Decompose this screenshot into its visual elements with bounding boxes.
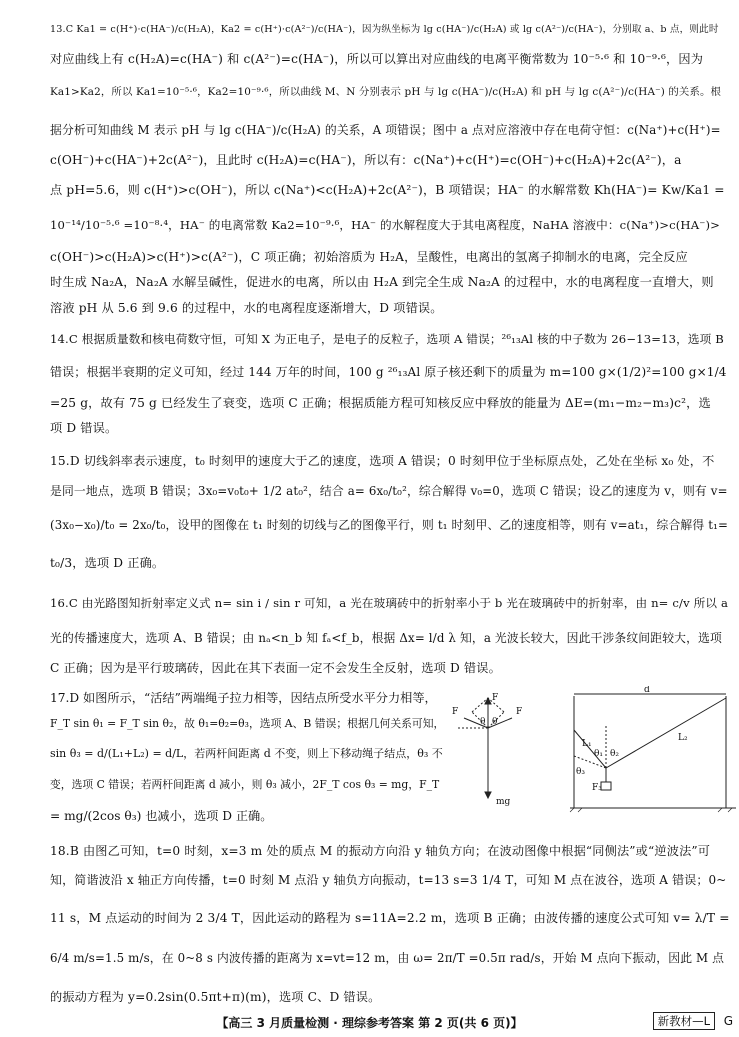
answer-line: Ka1>Ka2，所以 Ka1=10⁻⁵·⁶，Ka2=10⁻⁹·⁶，所以曲线 M、N 分别表示 pH 与 lg c(HA⁻)/c(H₂A) 和 pH 与 lg c(A²⁻)/c(HA⁻) 的关系。根 (50, 86, 722, 98)
answer-line: 18.B 由图乙可知，t=0 时刻，x=3 m 处的质点 M 的振动方向沿 y 轴负方向；在波动图像中根据“同侧法”或“逆波法”可 (50, 844, 711, 858)
answer-line: 是同一地点，选项 B 错误；3x₀=v₀t₀+ 1/2 at₀²，结合 a= 6x₀/t₀²，综合解得 v₀=0，选项 C 错误；设乙的速度为 v，则有 v= (50, 484, 728, 498)
label-mg: mg (496, 797, 511, 807)
footer-title: 【高三 3 月质量检测 · 理综参考答案 第 2 页(共 6 页)】 (216, 1016, 523, 1030)
answer-17-line: 变，选项 C 错误；若两杆间距离 d 减小，则 θ₃ 减小，2F_T cos θ₃ = mg，F_T (50, 778, 440, 791)
label-theta-left: θ (480, 717, 486, 727)
label-theta2: θ₂ (610, 749, 620, 759)
footer-edition-tag: 新教材—L (653, 1012, 715, 1030)
answer-line: 点 pH=5.6，则 c(H⁺)>c(OH⁻)，所以 c(Na⁺)<c(H₂A)+2c(A²⁻)，B 项错误；HA⁻ 的水解常数 Kh(HA⁻)= Kw/Ka1 = (50, 183, 725, 197)
answer-line: 6/4 m/s=1.5 m/s，在 0~8 s 内波传播的距离为 x=vt=12 m，由 ω= 2π/T =0.5π rad/s，开始 M 点向下振动，因此 M 点 (50, 951, 725, 965)
force-diagram (448, 688, 556, 810)
answer-line: 错误；根据半衰期的定义可知，经过 144 万年的时间，100 g ²⁶₁₃Al 原子核还剩下的质量为 m=100 g×(1/2)²=100 g×1/4 (50, 365, 727, 379)
label-theta-right: θ (492, 717, 498, 727)
label-f-top: F (492, 693, 499, 703)
answer-line: 光的传播速度大，选项 A、B 错误；由 nₐ<n_b 知 fₐ<f_b，根据 Δx= l/d λ 知，a 光波长较大，因此干涉条纹间距较大，选项 (50, 631, 722, 645)
label-l1: L₁ (582, 739, 592, 749)
label-f-right: F (516, 707, 523, 717)
label-l2: L₂ (678, 733, 688, 743)
answer-17-line: = mg/(2cos θ₃) 也减小，选项 D 正确。 (50, 809, 273, 823)
answer-line: =25 g，故有 75 g 已经发生了衰变，选项 C 正确；根据质能方程可知核反应中释放的能量为 ΔE=(m₁−m₂−m₃)c²，选 (50, 396, 711, 410)
rope-pole-diagram (568, 686, 739, 814)
page-footer (0, 1014, 739, 1032)
answer-line: 时生成 Na₂A，Na₂A 水解呈碱性，促进水的电离，所以由 H₂A 到完全生成 Na₂A 的过程中，水的电离程度一直增大，则 (50, 275, 714, 289)
answer-line: c(OH⁻)+c(HA⁻)+2c(A²⁻)，且此时 c(H₂A)=c(HA⁻)，所以有：c(Na⁺)+c(H⁺)=c(OH⁻)+c(H₂A)+2c(A²⁻)，a (50, 153, 682, 167)
label-d: d (644, 686, 650, 695)
answer-17-line: F_T sin θ₁ = F_T sin θ₂，故 θ₁=θ₂=θ₃，选项 A、B 错误；根据几何关系可知， (50, 717, 445, 730)
answer-line: 项 D 错误。 (50, 421, 118, 435)
answer-line: 溶液 pH 从 5.6 到 9.6 的过程中，水的电离程度逐渐增大，D 项错误。 (50, 301, 443, 315)
answer-line: 13.C Ka1 = c(H⁺)·c(HA⁻)/c(H₂A)，Ka2 = c(H⁺)·c(A²⁻)/c(HA⁻)，因为纵坐标为 lg c(HA⁻)/c(H₂A) 或 lg c(A²⁻)/c(HA⁻)，分别取 a、b 点，则此时 (50, 24, 719, 35)
answer-line: 的振动方程为 y=0.2sin(0.5πt+π)(m)，选项 C、D 错误。 (50, 990, 381, 1004)
answer-line: (3x₀−x₀)/t₀ = 2x₀/t₀，设甲的图像在 t₁ 时刻的切线与乙的图像平行，则 t₁ 时刻甲、乙的速度相等，则有 v=at₁，综合解得 t₁= (50, 518, 728, 532)
answer-line: c(OH⁻)>c(H₂A)>c(H⁺)>c(A²⁻)，C 项正确；初始溶质为 H₂A，呈酸性，电离出的氢离子抑制水的电离，完全反应 (50, 250, 688, 264)
answer-17-line: sin θ₃ = d/(L₁+L₂) = d/L，若两杆间距离 d 不变，则上下移动绳子结点，θ₃ 不 (50, 747, 443, 760)
answer-17-line: 17.D 如图所示，“活结”两端绳子拉力相等，因结点所受水平分力相等， (50, 691, 437, 705)
answer-line: C 正确；因为是平行玻璃砖，因此在其下表面一定不会发生全反射，选项 D 错误。 (50, 661, 501, 675)
answer-line: 14.C 根据质量数和核电荷数守恒，可知 X 为正电子，是电子的反粒子，选项 A 错误；²⁶₁₃Al 核的中子数为 26−13=13，选项 B (50, 332, 724, 346)
answer-line: 10⁻¹⁴/10⁻⁵·⁶ =10⁻⁸·⁴，HA⁻ 的电离常数 Ka2=10⁻⁹·⁶，HA⁻ 的水解程度大于其电离程度，NaHA 溶液中：c(Na⁺)>c(HA⁻)> (50, 218, 721, 232)
answer-line: 据分析可知曲线 M 表示 pH 与 lg c(HA⁻)/c(H₂A) 的关系，A 项错误；图中 a 点对应溶液中存在电荷守恒：c(Na⁺)+c(H⁺)= (50, 123, 721, 137)
label-theta3: θ₃ (576, 767, 586, 777)
answer-line: 15.D 切线斜率表示速度，t₀ 时刻甲的速度大于乙的速度，选项 A 错误；0 时刻甲位于坐标原点处，乙处在坐标 x₀ 处，不 (50, 454, 715, 468)
answer-line: t₀/3，选项 D 正确。 (50, 556, 165, 570)
label-f-left: F (452, 707, 459, 717)
answer-line: 16.C 由光路图知折射率定义式 n= sin i / sin r 可知，a 光在玻璃砖中的折射率小于 b 光在玻璃砖中的折射率，由 n= c/v 所以 a (50, 596, 729, 610)
footer-suffix: G (723, 1014, 733, 1028)
label-f3: F₃ (592, 783, 602, 793)
answer-line: 知，简谐波沿 x 轴正方向传播，t=0 时刻 M 点沿 y 轴负方向振动，t=13 s=3 1/4 T，可知 M 点在波谷，选项 A 错误；0~ (50, 873, 727, 887)
answer-line: 对应曲线上有 c(H₂A)=c(HA⁻) 和 c(A²⁻)=c(HA⁻)，所以可以算出对应曲线的电离平衡常数为 10⁻⁵·⁶ 和 10⁻⁹·⁶，因为 (50, 52, 704, 66)
label-theta1: θ₁ (594, 749, 604, 759)
answer-line: 11 s，M 点运动的时间为 2 3/4 T，因此运动的路程为 s=11A=2.2 m，选项 B 正确；由波传播的速度公式可知 v= λ/T = (50, 911, 730, 925)
